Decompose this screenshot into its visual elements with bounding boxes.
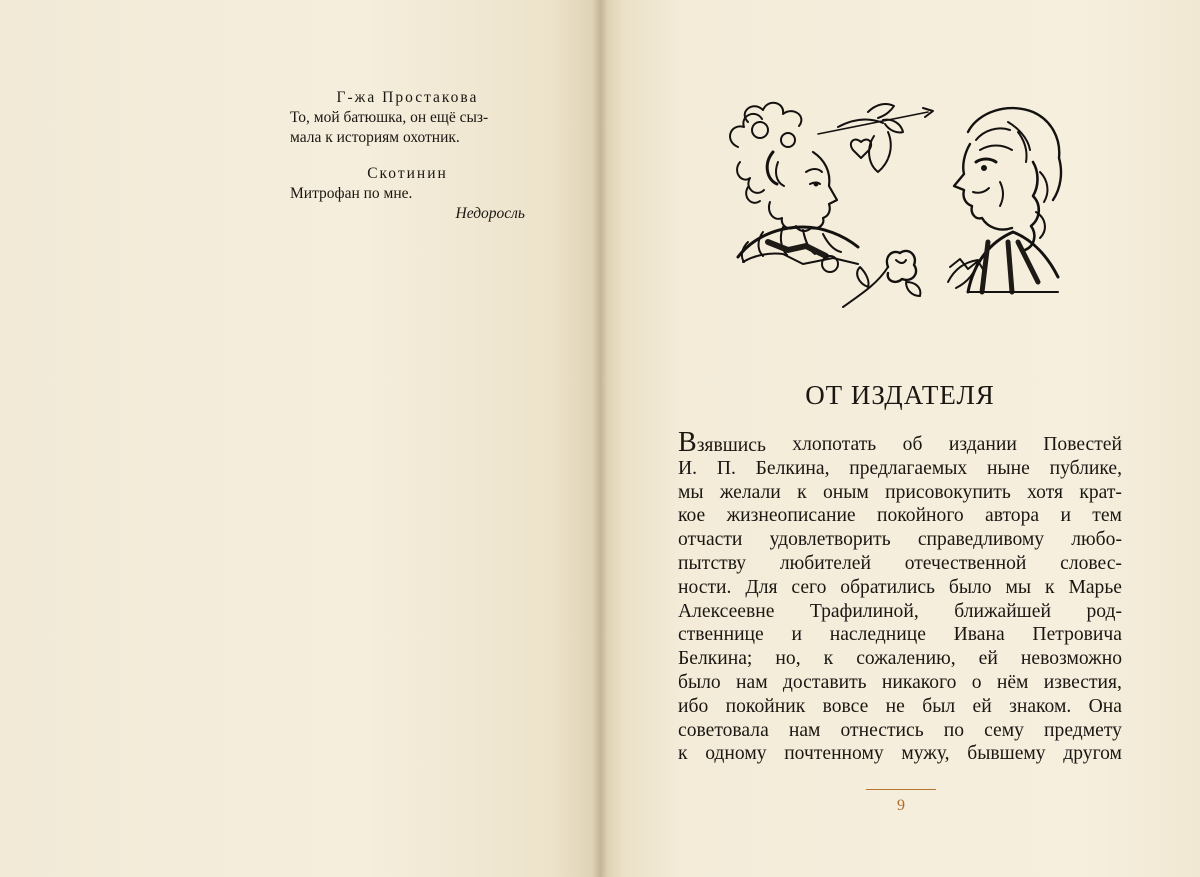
book-gutter xyxy=(592,0,608,877)
body-line: к одному почтенному мужу, бывшему другом xyxy=(678,743,1122,765)
epigraph-speaker-2: Скотинин xyxy=(367,165,448,182)
body-line: кое жизнеописание покойного автора и тем xyxy=(678,505,1122,527)
body-line: И. П. Белкина, предлагаемых ныне публике, xyxy=(678,457,1122,479)
page-number: 9 xyxy=(897,797,905,814)
drop-cap: В xyxy=(678,427,697,458)
body-line: советовала нам отнестись по сему предмету xyxy=(678,719,1122,741)
body-text xyxy=(678,427,1122,766)
body-line: пытству любителей отечественной словес- xyxy=(678,552,1122,574)
epigraph-source: Недоросль xyxy=(455,205,525,222)
body-line: Белкина; но, к сожалению, ей невозможно xyxy=(678,648,1122,670)
epigraph-speaker-1: Г-жа Простакова xyxy=(336,89,479,106)
body-line: мы желали к оным присовокупить хотя крат- xyxy=(678,481,1122,503)
chapter-title: ОТ ИЗДАТЕЛЯ xyxy=(805,380,995,410)
body-line: Взявшись хлопотать об издании Повестей xyxy=(678,427,1122,458)
body-line: ибо покойник вовсе не был ей знаком. Она xyxy=(678,695,1122,717)
ink-sketch-portraits-icon xyxy=(718,92,1068,317)
epigraph xyxy=(290,88,525,224)
body-line: было нам доставить никакого о нём известия, xyxy=(678,671,1122,693)
page-number-rule xyxy=(866,789,936,790)
epigraph-line-2: мала к историям охотник. xyxy=(290,129,460,146)
body-line: ности. Для сего обратились было мы к Марье xyxy=(678,576,1122,598)
epigraph-line-3: Митрофан по мне. xyxy=(290,185,413,202)
body-line: ственнице и наследнице Ивана Петровича xyxy=(678,624,1122,646)
body-line: отчасти удовлетворить справедливому любо- xyxy=(678,529,1122,551)
body-line: Алексеевне Трафилиной, ближайшей род- xyxy=(678,600,1122,622)
epigraph-line-1: То, мой батюшка, он ещё сыз- xyxy=(290,109,489,126)
